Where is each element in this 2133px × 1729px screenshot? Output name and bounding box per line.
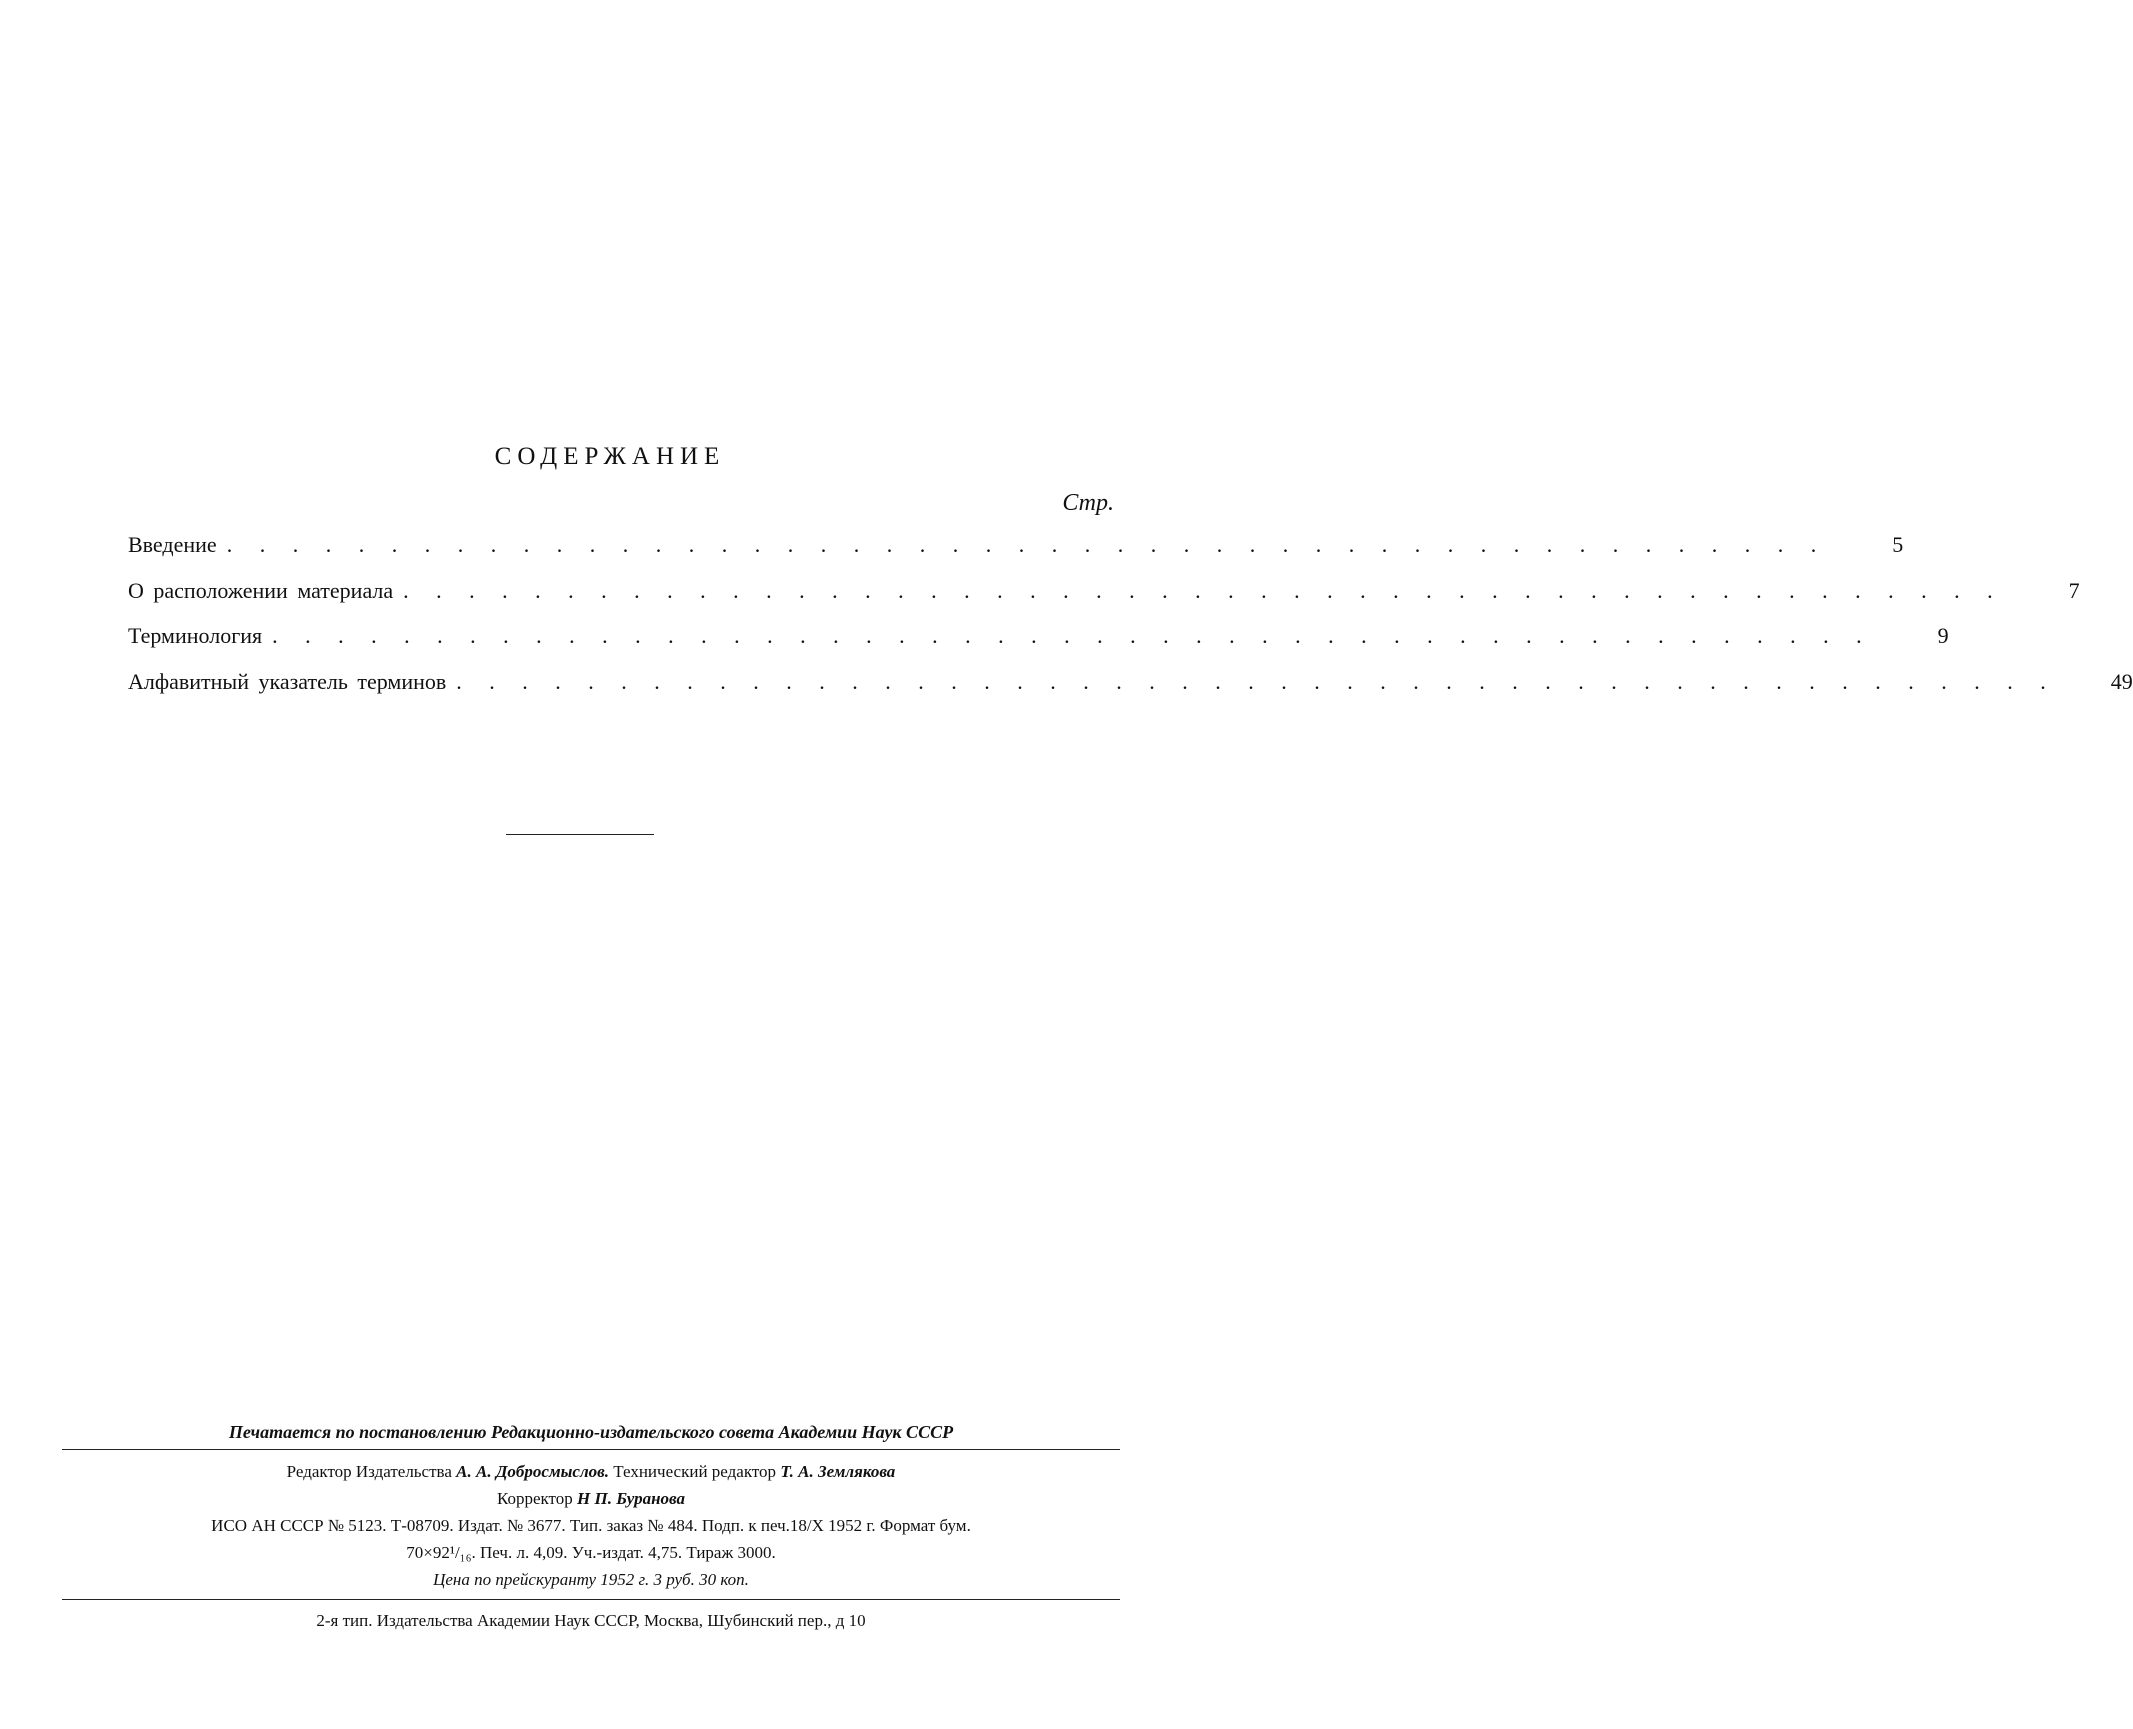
toc-dot-leader: . . . . . . . . . . . . . . . . . . . . . . . . . . . . . . . . . . . . . . . . . . . . . . . . . <box>226 532 1828 557</box>
editor-name: А. А. Добросмыслов. <box>456 1462 610 1481</box>
page-column-header: Стр. <box>1062 490 1114 516</box>
toc-entry-page: 7 <box>2068 577 2080 603</box>
toc-entry-material-layout <box>128 577 2080 624</box>
toc-entry-introduction <box>128 532 1904 578</box>
publication-authorization: Печатается по постановлению Редакционно-издательского совета Академии Наук СССР <box>62 1422 1120 1450</box>
toc-entry-page: 49 <box>2110 668 2133 694</box>
toc-entry-label: О расположении материала <box>128 577 394 603</box>
toc-entry-label: Алфавитный указатель терминов <box>128 668 447 694</box>
toc-entry-page: 5 <box>1892 532 1904 557</box>
tech-editor-name: Т. А. Землякова <box>780 1462 896 1481</box>
proofreader-prefix: Корректор <box>496 1489 573 1508</box>
tech-editor-prefix: Технический редактор <box>613 1462 777 1481</box>
toc-dot-leader: . . . . . . . . . . . . . . . . . . . . . . . . . . . . . . . . . . . . . . . . . . . . . . . . . <box>403 577 2004 603</box>
toc-entry-page: 9 <box>1937 623 1949 648</box>
format-details: 70×92¹/₁₆. Печ. л. 4,09. Уч.-издат. 4,75. Тираж 3000. <box>406 1543 776 1562</box>
toc-entry-label: Введение <box>128 532 217 557</box>
proofreader-name: Н П. Буранова <box>577 1489 686 1508</box>
editors-line <box>62 1458 1120 1485</box>
toc-list <box>128 532 2133 714</box>
imprint <box>62 1422 1120 1634</box>
printer-line: 2-я тип. Издательства Академии Наук СССР, Москва, Шубинский пер., д 10 <box>316 1611 866 1630</box>
toc-title: СОДЕРЖАНИЕ <box>494 443 726 470</box>
proofreader-line <box>62 1485 1120 1512</box>
toc-entry-alphabetical-index <box>128 668 2133 715</box>
editor-prefix: Редактор Издательства <box>286 1462 452 1481</box>
price-line: Цена по прейскуранту 1952 г. 3 руб. 30 коп. <box>433 1570 749 1589</box>
imprint-details <box>62 1450 1120 1600</box>
publication-details: ИСО АН СССР № 5123. Т-08709. Издат. № 3677. Тип. заказ № 484. Подп. к печ.18/X 1952 г. Формат бум. <box>211 1516 971 1535</box>
toc-dot-leader: . . . . . . . . . . . . . . . . . . . . . . . . . . . . . . . . . . . . . . . . . . . . . . . . . <box>272 623 1873 648</box>
toc-entry-label: Терминология <box>128 623 263 648</box>
toc-entry-terminology <box>128 623 1949 669</box>
section-divider <box>506 834 654 835</box>
toc-dot-leader: . . . . . . . . . . . . . . . . . . . . . . . . . . . . . . . . . . . . . . . . . . . . . . . . . <box>456 668 2057 694</box>
